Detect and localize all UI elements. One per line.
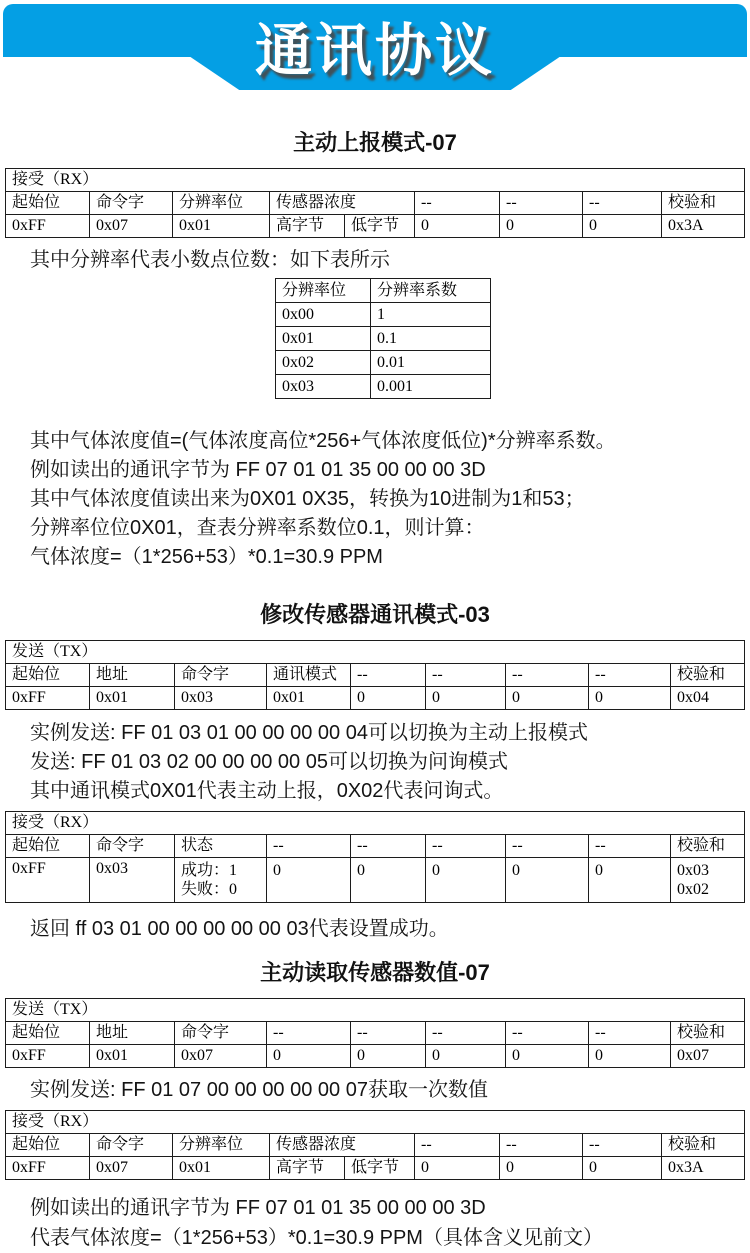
table-header-row (276, 279, 491, 303)
byte-cell: 0 (426, 858, 506, 903)
byte-cell: 0xFF (6, 858, 90, 903)
byte-cell: 0x07 (175, 1045, 267, 1068)
col-header: -- (583, 192, 662, 215)
col-header: 分辨率系数 (371, 279, 491, 303)
byte-cell: 0x01 (276, 327, 371, 351)
col-header: 校验和 (662, 192, 745, 215)
byte-cell: 0 (415, 215, 500, 238)
col-header: 校验和 (671, 664, 745, 687)
col-header: -- (589, 1022, 671, 1045)
byte-cell: 0x07 (90, 1157, 173, 1180)
page-title: 通讯协议 (255, 19, 495, 83)
table-caption: 发送（TX） (6, 999, 745, 1022)
table-caption: 接受（RX） (6, 812, 745, 835)
byte-cell: 0x03 (175, 687, 267, 710)
col-header: 传感器浓度 (270, 1134, 415, 1157)
table-data-row (6, 687, 745, 710)
table-header-row (6, 1022, 745, 1045)
col-header: 起始位 (6, 1022, 90, 1045)
table-row (276, 351, 491, 375)
col-header: -- (589, 835, 671, 858)
table-row (276, 327, 491, 351)
byte-cell: 0x07 (671, 1045, 745, 1068)
header-banner (0, 0, 750, 96)
status-cell (175, 858, 267, 903)
col-header: 分辨率位 (173, 1134, 270, 1157)
byte-cell: 0xFF (6, 687, 90, 710)
status-success: 成功：1 (181, 862, 238, 879)
col-header: -- (351, 664, 426, 687)
rx-table-read-value (5, 1110, 745, 1180)
col-header: -- (267, 835, 351, 858)
byte-cell: 0x01 (173, 1157, 270, 1180)
byte-cell: 0x00 (276, 303, 371, 327)
byte-cell: 0 (351, 687, 426, 710)
col-header: 校验和 (671, 1022, 745, 1045)
table-data-row (6, 858, 745, 903)
text-line: 其中气体浓度值=(气体浓度高位*256+气体浓度低位)*分辨率系数。 (30, 430, 616, 452)
col-header: 命令字 (175, 1022, 267, 1045)
table-header-row (6, 835, 745, 858)
calculation-paragraph (0, 427, 750, 572)
col-header: 传感器浓度 (270, 192, 415, 215)
resolution-table (275, 278, 491, 399)
col-header: 命令字 (175, 664, 267, 687)
byte-cell: 0x3A (662, 1157, 745, 1180)
byte-cell: 0x07 (90, 215, 173, 238)
table-caption-row (6, 641, 745, 664)
col-header: -- (415, 192, 500, 215)
byte-cell: 0xFF (6, 1157, 90, 1180)
value-cell: 0.001 (371, 375, 491, 399)
text-line: 例如读出的通讯字节为 FF 07 01 01 35 00 00 00 3D (30, 1197, 486, 1219)
col-header: 起始位 (6, 664, 90, 687)
col-header: 地址 (90, 664, 175, 687)
col-header: 校验和 (671, 835, 745, 858)
col-header: -- (589, 664, 671, 687)
byte-cell: 0 (589, 858, 671, 903)
table-caption-row (6, 812, 745, 835)
byte-cell: 0 (426, 687, 506, 710)
tx-table-read-value (5, 998, 745, 1068)
value-cell: 1 (371, 303, 491, 327)
section-title-change-mode: 修改传感器通讯模式-03 (260, 602, 490, 627)
byte-cell: 0x02 (276, 351, 371, 375)
checksum-cell (671, 858, 745, 903)
table-caption: 接受（RX） (6, 169, 745, 192)
col-header: 起始位 (6, 192, 90, 215)
col-header: 状态 (175, 835, 267, 858)
byte-cell: 0x01 (267, 687, 351, 710)
byte-cell: 0 (506, 687, 589, 710)
col-header: -- (351, 1022, 426, 1045)
byte-cell: 0 (500, 215, 583, 238)
text-line: 例如读出的通讯字节为 FF 07 01 01 35 00 00 00 3D (30, 459, 486, 481)
table-caption-row (6, 999, 745, 1022)
col-header: 起始位 (6, 835, 90, 858)
byte-cell: 0 (267, 1045, 351, 1068)
text-line: 分辨率位位0X01，查表分辨率系数位0.1，则计算： (30, 517, 485, 539)
table-header-row (6, 664, 745, 687)
byte-cell: 0x01 (173, 215, 270, 238)
byte-cell: 0x01 (90, 687, 175, 710)
byte-cell: 0x03 (276, 375, 371, 399)
col-header: 通讯模式 (267, 664, 351, 687)
col-header: -- (351, 835, 426, 858)
byte-cell: 0 (267, 858, 351, 903)
table-header-row (6, 1134, 745, 1157)
tx-table-change-mode (5, 640, 745, 710)
byte-cell: 0x04 (671, 687, 745, 710)
byte-cell: 0 (506, 1045, 589, 1068)
byte-cell: 0 (583, 215, 662, 238)
byte-cell: 0 (426, 1045, 506, 1068)
checksum-value: 0x02 (677, 881, 709, 898)
byte-cell: 0 (583, 1157, 662, 1180)
col-header: 命令字 (90, 192, 173, 215)
byte-cell: 低字节 (345, 1157, 415, 1180)
col-header: -- (500, 192, 583, 215)
text-line: 其中通讯模式0X01代表主动上报，0X02代表问询式。 (30, 780, 504, 802)
byte-cell: 0x01 (90, 1045, 175, 1068)
byte-cell: 0 (351, 1045, 426, 1068)
section-title-active-report: 主动上报模式-07 (293, 130, 457, 155)
table-data-row (6, 1157, 745, 1180)
byte-cell: 0xFF (6, 215, 90, 238)
byte-cell: 低字节 (345, 215, 415, 238)
closing-notes (0, 1193, 750, 1253)
col-header: 分辨率位 (173, 192, 270, 215)
value-cell: 0.01 (371, 351, 491, 375)
byte-cell: 0xFF (6, 1045, 90, 1068)
rx-table-change-mode (5, 811, 745, 903)
byte-cell: 高字节 (270, 1157, 345, 1180)
section-title-read-value: 主动读取传感器数值-07 (260, 960, 490, 985)
checksum-value: 0x03 (677, 862, 709, 879)
byte-cell: 0x3A (662, 215, 745, 238)
byte-cell: 0 (589, 687, 671, 710)
table-data-row (6, 215, 745, 238)
mode-switch-examples (0, 719, 750, 806)
col-header: -- (415, 1134, 500, 1157)
text-line: 代表气体浓度=（1*256+53）*0.1=30.9 PPM（具体含义见前文） (30, 1227, 603, 1249)
col-header: 命令字 (90, 1134, 173, 1157)
status-fail: 失败：0 (181, 881, 238, 898)
col-header: -- (500, 1134, 583, 1157)
table-row (276, 303, 491, 327)
col-header: -- (506, 835, 589, 858)
col-header: 命令字 (90, 835, 175, 858)
byte-cell: 0 (500, 1157, 583, 1180)
col-header: -- (426, 835, 506, 858)
col-header: -- (426, 664, 506, 687)
byte-cell: 0x03 (90, 858, 175, 903)
byte-cell: 0 (506, 858, 589, 903)
set-success-note: 返回 ff 03 01 00 00 00 00 00 03代表设置成功。 (30, 918, 449, 940)
value-cell: 0.1 (371, 327, 491, 351)
col-header: 地址 (90, 1022, 175, 1045)
table-header-row (6, 192, 745, 215)
byte-cell: 0 (415, 1157, 500, 1180)
col-header: 起始位 (6, 1134, 90, 1157)
col-header: -- (267, 1022, 351, 1045)
table-data-row (6, 1045, 745, 1068)
table-caption: 接受（RX） (6, 1111, 745, 1134)
table-row (276, 375, 491, 399)
text-line: 其中气体浓度值读出来为0X01 0X35，转换为10进制为1和53； (30, 488, 585, 510)
byte-cell: 0 (351, 858, 426, 903)
col-header: 分辨率位 (276, 279, 371, 303)
text-line: 实例发送: FF 01 03 01 00 00 00 00 04可以切换为主动上报模式 (30, 722, 588, 744)
col-header: -- (506, 664, 589, 687)
table-caption: 发送（TX） (6, 641, 745, 664)
text-line: 气体浓度=（1*256+53）*0.1=30.9 PPM (30, 546, 383, 568)
col-header: -- (426, 1022, 506, 1045)
col-header: -- (506, 1022, 589, 1045)
table-caption-row (6, 169, 745, 192)
rx-table-active-report (5, 168, 745, 238)
byte-cell: 高字节 (270, 215, 345, 238)
read-example-note: 实例发送: FF 01 07 00 00 00 00 00 07获取一次数值 (30, 1079, 488, 1101)
byte-cell: 0 (589, 1045, 671, 1068)
resolution-note: 其中分辨率代表小数点位数：如下表所示 (30, 249, 390, 271)
text-line: 发送: FF 01 03 02 00 00 00 00 05可以切换为问询模式 (30, 751, 508, 773)
col-header: 校验和 (662, 1134, 745, 1157)
table-caption-row (6, 1111, 745, 1134)
col-header: -- (583, 1134, 662, 1157)
